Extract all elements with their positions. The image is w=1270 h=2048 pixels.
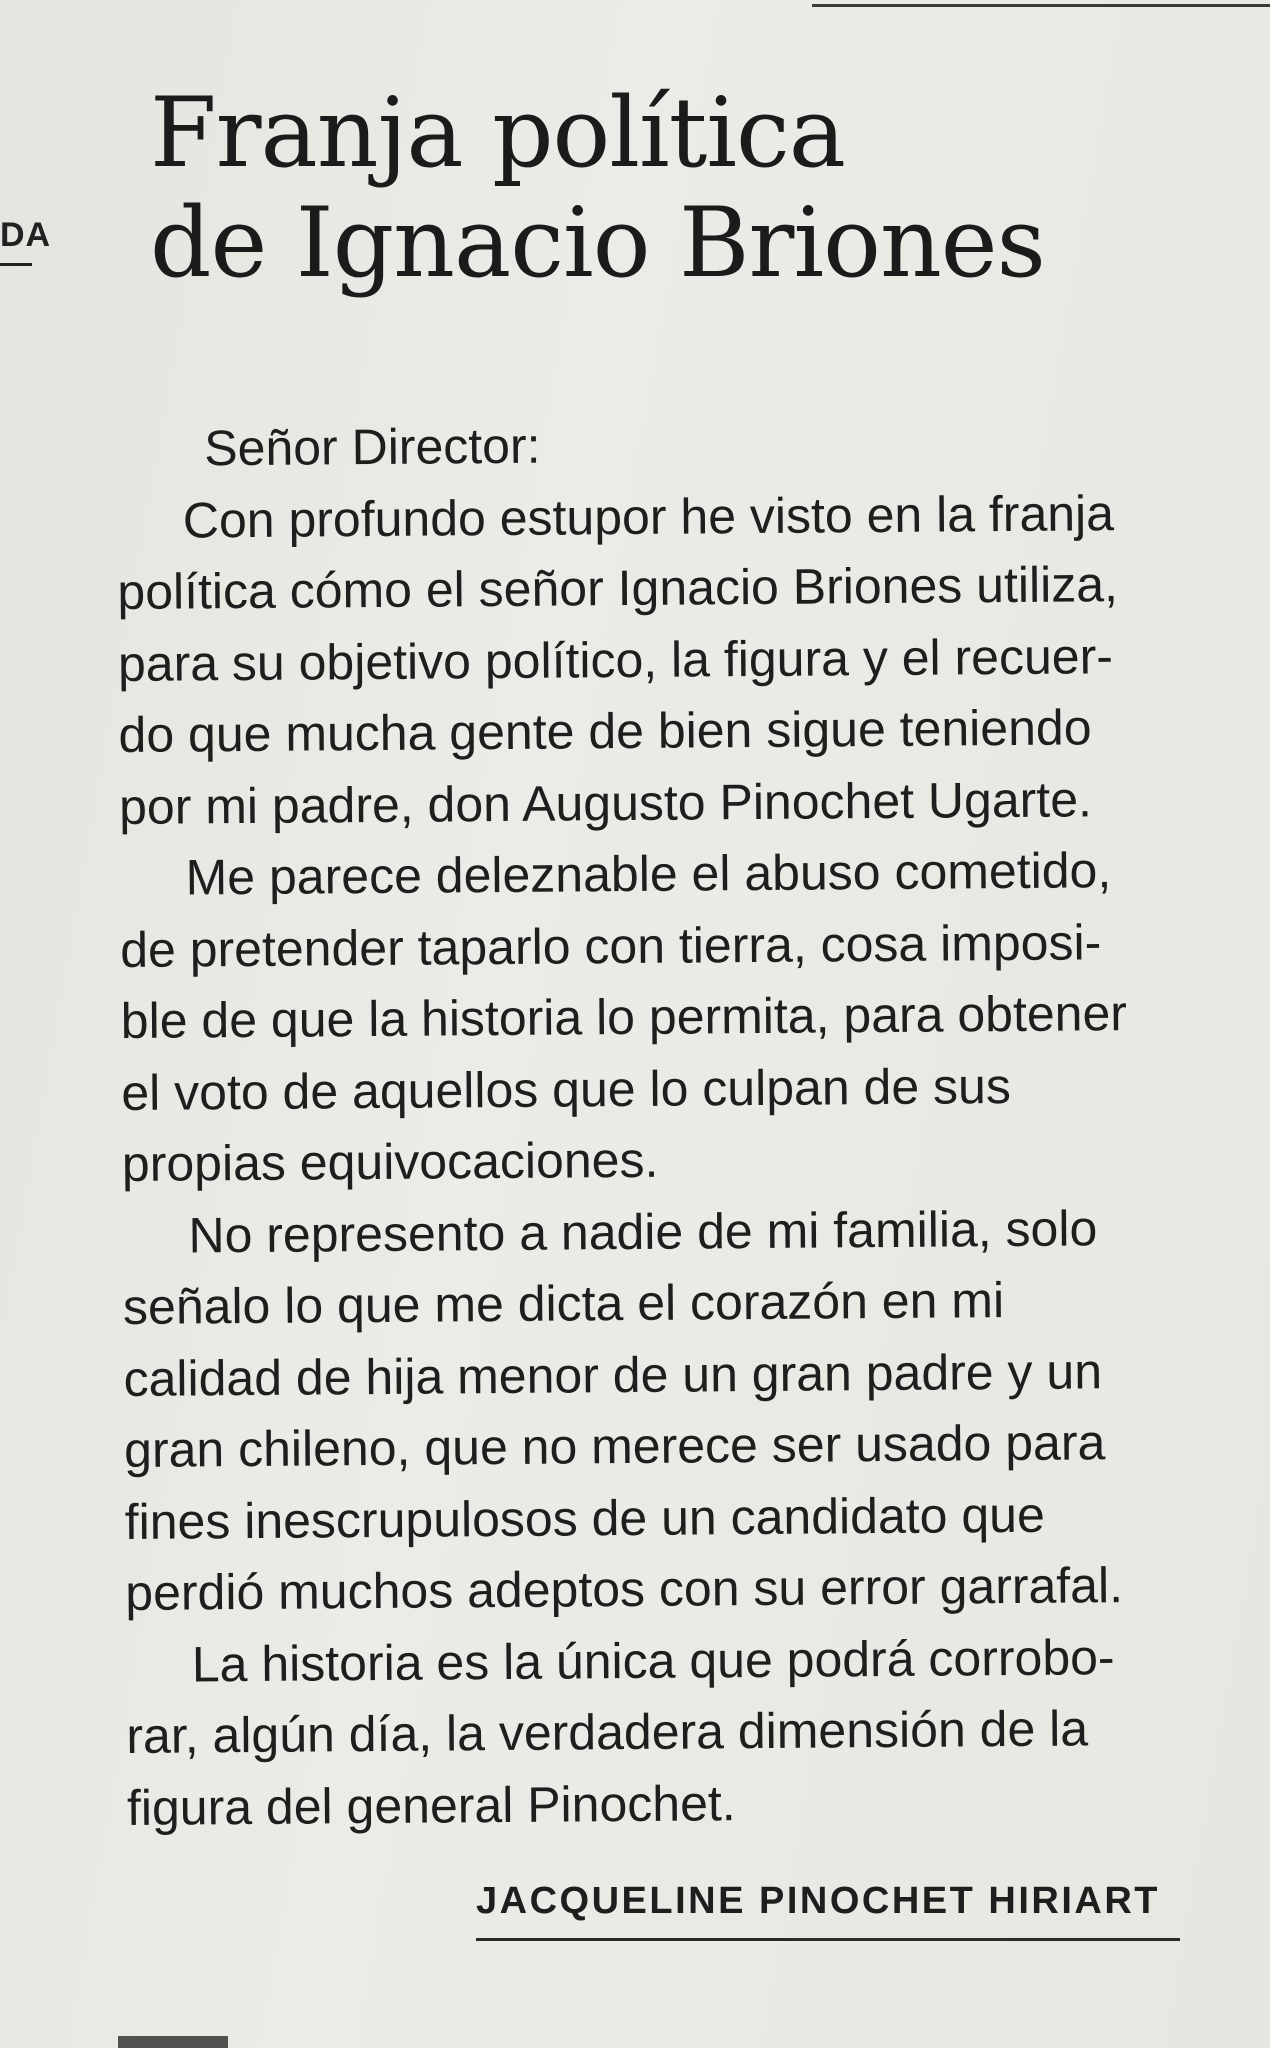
- headline: [150, 78, 1045, 298]
- letter-line: perdió muchos adeptos con su error garrafal.: [125, 1557, 1124, 1621]
- letter-line: propias equivocaciones.: [121, 1131, 659, 1192]
- letter-line: fines inescrupulosos de un candidato que: [124, 1486, 1045, 1550]
- next-article-fragment: [118, 2036, 228, 2048]
- letter-lines: [117, 477, 1188, 1844]
- adjacent-column-fragment: DA: [0, 216, 32, 266]
- letter-line: Me parece deleznable el abuso cometido,: [185, 842, 1112, 906]
- letter-line: por mi padre, don Augusto Pinochet Ugarte.: [118, 770, 1093, 835]
- letter-line: do que mucha gente de bien sigue teniendo: [118, 699, 1092, 763]
- letter-line: el voto de aquellos que lo culpan de sus: [121, 1057, 1012, 1121]
- letter-line: calidad de hija menor de un gran padre y un: [123, 1342, 1103, 1407]
- letter-line: No represento a nadie de mi familia, solo: [188, 1199, 1098, 1263]
- letter-line: ble de que la historia lo permita, para obtener: [120, 985, 1128, 1049]
- letter-line: señalo lo que me dicta el corazón en mi: [122, 1272, 1005, 1335]
- letter-line: rar, algún día, la verdadera dimensión de la: [126, 1700, 1089, 1764]
- top-rule: [812, 4, 1270, 7]
- letter-line: La historia es la única que podrá corrobo-: [191, 1628, 1115, 1692]
- signature-rule: [476, 1938, 1180, 1941]
- letter-line: Con profundo estupor he visto en la franja: [182, 484, 1115, 548]
- signature: JACQUELINE PINOCHET HIRIART: [476, 1880, 1160, 1922]
- letter-line: de pretender taparlo con tierra, cosa imposi-: [119, 913, 1102, 978]
- headline-line-1: Franja política: [150, 77, 846, 189]
- letter-line: para su objetivo político, la figura y el recuer-: [117, 627, 1114, 692]
- letter-line: gran chileno, que no merece ser usado para: [123, 1414, 1106, 1478]
- letter-line: política cómo el señor Ignacio Briones utiliza,: [117, 556, 1119, 620]
- headline-line-2: de Ignacio Briones: [150, 187, 1045, 299]
- letter-line: figura del general Pinochet.: [126, 1774, 736, 1836]
- letter-body: [116, 406, 1187, 1844]
- salutation: Señor Director:: [204, 417, 541, 477]
